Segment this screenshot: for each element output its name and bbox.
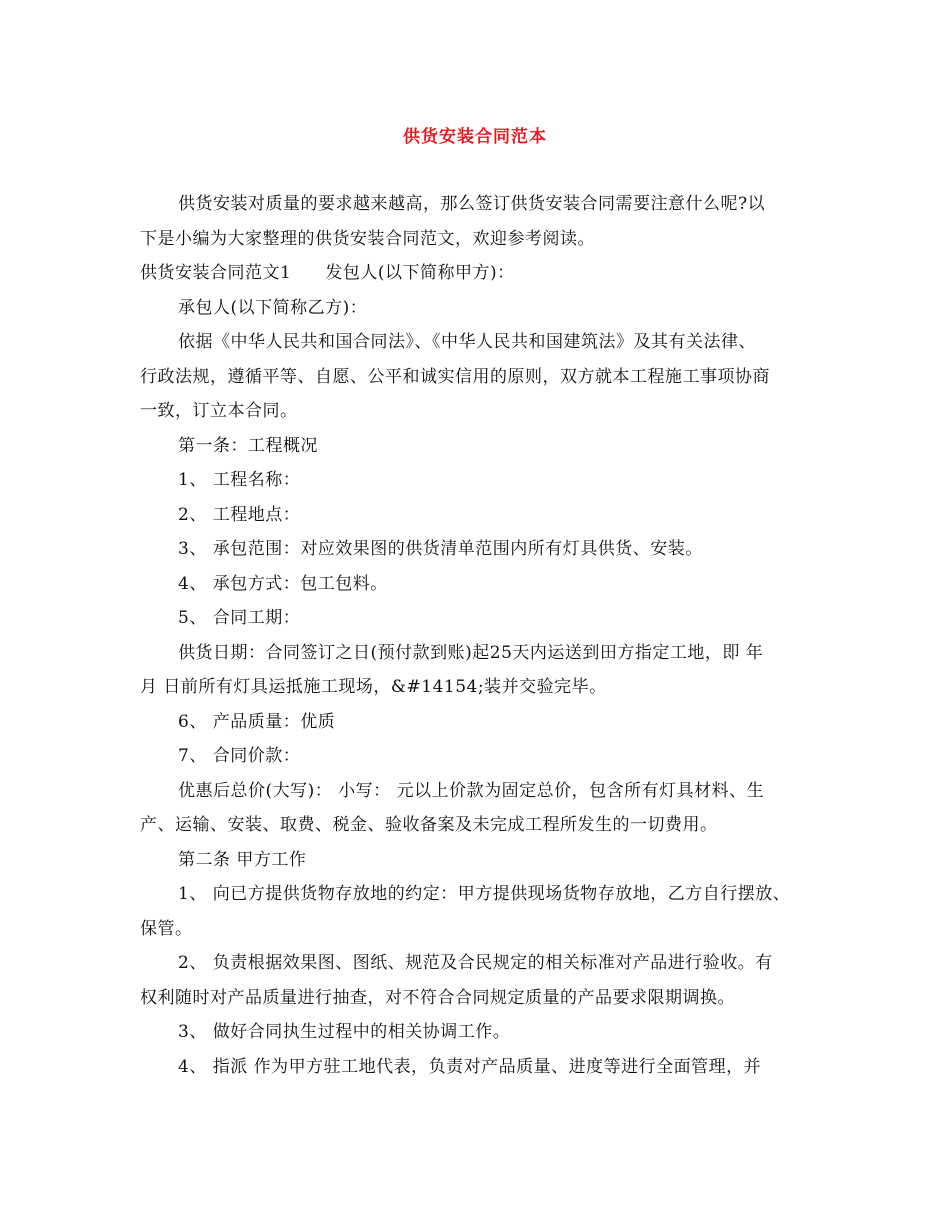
contract-sample-label: 供货安装合同范文1 bbox=[140, 263, 292, 283]
document-title: 供货安装合同范本 bbox=[403, 127, 547, 147]
paragraph-line: 优惠后总价(大写)： 小写： 元以上价款为固定总价，包含所有灯具材料、生 bbox=[178, 781, 765, 801]
list-item: 7、 合同价款： bbox=[178, 746, 301, 766]
paragraph-line: 依据《中华人民共和国合同法》、《中华人民共和国建筑法》及其有关法律、 bbox=[178, 332, 756, 352]
paragraph-line: 供货日期：合同签订之日(预付款到账)起25天内运送到田方指定工地，即 年 bbox=[178, 643, 764, 663]
paragraph-line: 保管。 bbox=[140, 919, 193, 939]
list-item: 3、 做好合同执生过程中的相关协调工作。 bbox=[178, 1022, 511, 1042]
list-item: 4、 承包方式：包工包料。 bbox=[178, 574, 388, 594]
paragraph-line: 权利随时对产品质量进行抽查，对不符合合同规定质量的产品要求限期调换。 bbox=[140, 988, 735, 1008]
list-item: 1、 工程名称： bbox=[178, 470, 301, 490]
paragraph-line: 下是小编为大家整理的供货安装合同范文，欢迎参考阅读。 bbox=[140, 229, 595, 249]
paragraph-line: 产、运输、安装、取费、税金、验收备案及未完成工程所发生的一切费用。 bbox=[140, 815, 718, 835]
paragraph-line: 承包人(以下简称乙方)： bbox=[178, 298, 368, 318]
paragraph-line: 供货安装对质量的要求越来越高，那么签订供货安装合同需要注意什么呢?以 bbox=[178, 194, 766, 214]
list-item: 2、 工程地点： bbox=[178, 505, 301, 525]
list-item: 5、 合同工期： bbox=[178, 608, 301, 628]
section-heading: 第二条 甲方工作 bbox=[178, 850, 307, 870]
paragraph-line: 月 日前所有灯具运抵施工现场，&#14154;装并交验完毕。 bbox=[140, 677, 607, 697]
party-a-label: 发包人(以下简称甲方)： bbox=[325, 263, 515, 283]
list-item: 3、 承包范围：对应效果图的供货清单范围内所有灯具供货、安装。 bbox=[178, 539, 703, 559]
list-item: 2、 负责根据效果图、图纸、规范及合民规定的相关标准对产品进行验收。有 bbox=[178, 953, 773, 973]
list-item: 6、 产品质量：优质 bbox=[178, 712, 336, 732]
list-item: 4、 指派 作为甲方驻工地代表，负责对产品质量、进度等进行全面管理，并 bbox=[178, 1057, 762, 1077]
list-item: 1、 向已方提供货物存放地的约定：甲方提供现场货物存放地，乙方自行摆放、 bbox=[178, 884, 791, 904]
paragraph-line: 一致，订立本合同。 bbox=[140, 401, 298, 421]
section-heading: 第一条：工程概况 bbox=[178, 436, 318, 456]
heading-line bbox=[140, 263, 515, 283]
paragraph-line: 行政法规，遵循平等、自愿、公平和诚实信用的原则，双方就本工程施工事项协商 bbox=[140, 367, 770, 387]
